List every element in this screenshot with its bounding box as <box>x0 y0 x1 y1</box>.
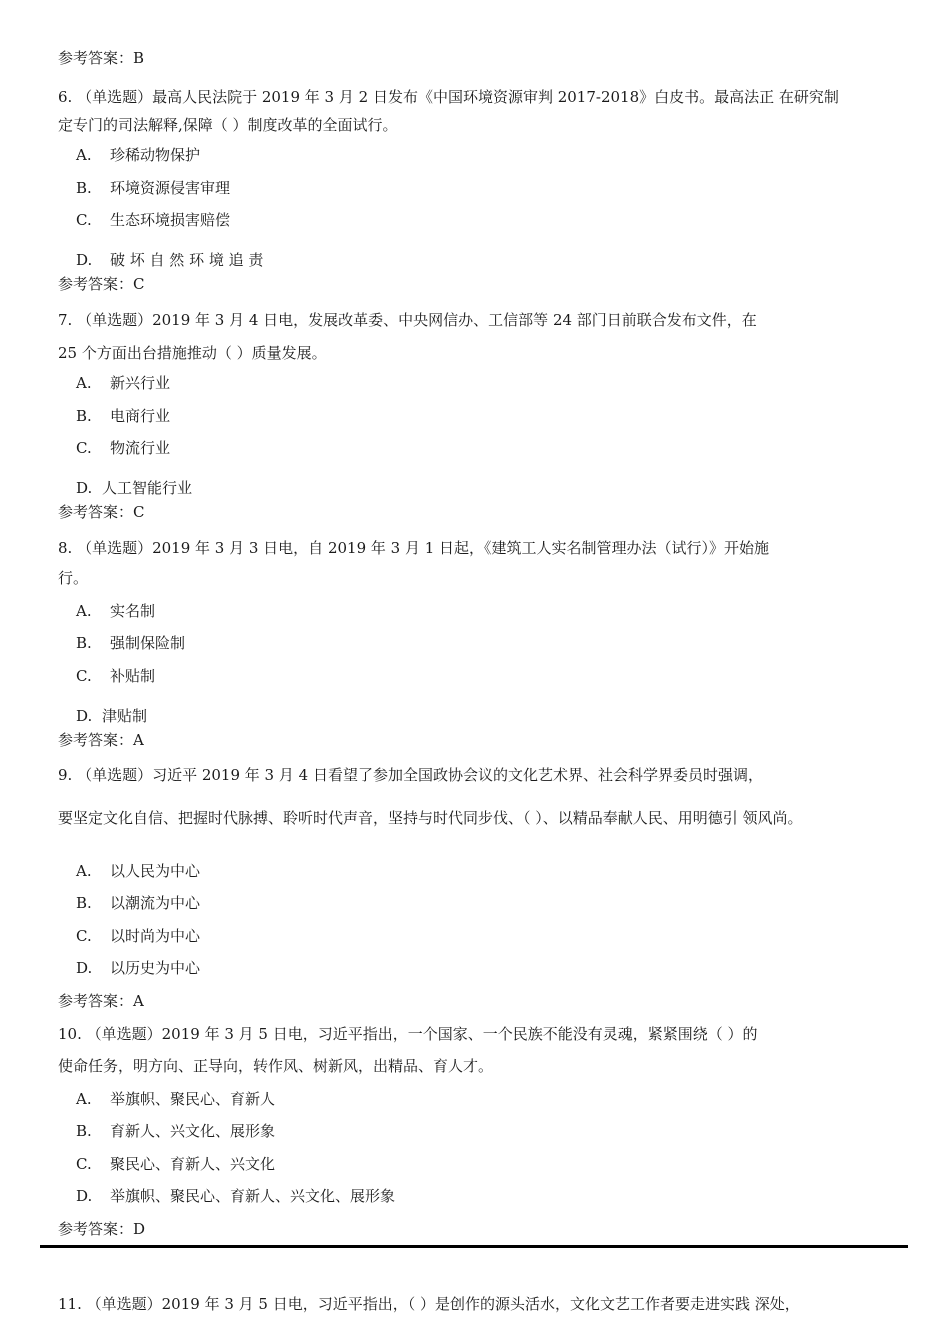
page-divider <box>40 1245 908 1248</box>
option-text: 生态环境损害赔偿 <box>110 211 231 229</box>
option-text: 津贴制 <box>102 707 148 725</box>
answer-q8: 参考答案：A <box>58 731 144 749</box>
option-text: 育新人、兴文化、展形象 <box>110 1122 276 1140</box>
question-6-option-c <box>76 210 230 230</box>
option-text: 聚民心、育新人、兴文化 <box>110 1155 276 1173</box>
question-10-option-a <box>76 1089 275 1109</box>
option-label: C. <box>76 439 92 457</box>
option-text: 补贴制 <box>110 667 156 685</box>
option-label: A. <box>76 602 92 620</box>
option-text: 环境资源侵害审理 <box>110 179 231 197</box>
question-9-line-2: 要坚定文化自信、把握时代脉搏、聆听时代声音，坚持与时代同步伐、（ ）、以精品奉献人民、用明德引 领风尚。 <box>58 809 803 827</box>
option-text: 破 坏 自 然 环 境 追 责 <box>110 251 264 269</box>
question-6-option-b <box>76 178 230 198</box>
option-label: B. <box>76 407 92 425</box>
question-8-line-1: 8. （单选题）2019 年 3 月 3 日电，自 2019 年 3 月 1 日起，《建筑工人实名制管理办法（试行）》开始施 <box>58 539 770 557</box>
question-9-option-b <box>76 893 200 913</box>
option-text: 珍稀动物保护 <box>110 146 201 164</box>
question-9-line-1: 9. （单选题）习近平 2019 年 3 月 4 日看望了参加全国政协会议的文化艺术界、社会科学界委员时强调， <box>58 766 763 784</box>
option-label: D. <box>76 707 93 725</box>
option-text: 举旗帜、聚民心、育新人、兴文化、展形象 <box>110 1187 396 1205</box>
answer-q9: 参考答案：A <box>58 992 144 1010</box>
option-label: D. <box>76 1187 93 1205</box>
question-7-line-1: 7. （单选题）2019 年 3 月 4 日电，发展改革委、中央网信办、工信部等 24 部门日前联合发布文件，在 <box>58 311 757 329</box>
question-7-line-2: 25 个方面出台措施推动（ ）质量发展。 <box>58 344 327 362</box>
option-label: C. <box>76 211 92 229</box>
answer-q10: 参考答案：D <box>58 1220 146 1238</box>
question-7-option-c <box>76 438 170 458</box>
question-7-option-d <box>76 478 192 498</box>
option-text: 强制保险制 <box>110 634 186 652</box>
option-text: 实名制 <box>110 602 156 620</box>
option-text: 举旗帜、聚民心、育新人 <box>110 1090 276 1108</box>
question-6-line-1: 6. （单选题）最高人民法院于 2019 年 3 月 2 日发布《中国环境资源审判 2017-2018》白皮书。最高法正 在研究制 <box>58 88 839 106</box>
question-8-option-d <box>76 706 147 726</box>
option-label: A. <box>76 374 92 392</box>
answer-q6: 参考答案：C <box>58 275 145 293</box>
option-label: B. <box>76 634 92 652</box>
question-10-line-2: 使命任务，明方向、正导向，转作风、树新风，出精品、育人才。 <box>58 1057 494 1075</box>
option-text: 人工智能行业 <box>102 479 193 497</box>
option-text: 电商行业 <box>110 407 171 425</box>
question-9-option-d <box>76 958 200 978</box>
option-label: D. <box>76 479 93 497</box>
question-8-option-b <box>76 633 185 653</box>
question-10-option-d <box>76 1186 395 1206</box>
answer-q7: 参考答案：C <box>58 503 145 521</box>
question-11-line-1: 11. （单选题）2019 年 3 月 5 日电，习近平指出，（ ）是创作的源头活水，文化文艺工作者要走进实践 深处， <box>58 1295 800 1313</box>
option-label: C. <box>76 1155 92 1173</box>
question-10-line-1: 10. （单选题）2019 年 3 月 5 日电，习近平指出，一个国家、一个民族不能没有灵魂，紧紧围绕（ ）的 <box>58 1025 758 1043</box>
question-10-option-b <box>76 1121 275 1141</box>
question-7-option-a <box>76 373 170 393</box>
option-text: 以潮流为中心 <box>110 894 201 912</box>
option-text: 以时尚为中心 <box>110 927 201 945</box>
option-label: D. <box>76 251 93 269</box>
option-label: A. <box>76 1090 92 1108</box>
question-8-line-2: 行。 <box>58 569 89 587</box>
question-6-option-d <box>76 250 263 270</box>
question-7-option-b <box>76 406 170 426</box>
option-text: 物流行业 <box>110 439 171 457</box>
question-9-option-c <box>76 926 200 946</box>
option-text: 新兴行业 <box>110 374 171 392</box>
answer-q5: 参考答案：B <box>58 49 145 67</box>
question-6-option-a <box>76 145 200 165</box>
option-label: D. <box>76 959 93 977</box>
option-text: 以人民为中心 <box>110 862 201 880</box>
question-10-option-c <box>76 1154 275 1174</box>
question-8-option-c <box>76 666 155 686</box>
option-label: C. <box>76 667 92 685</box>
option-label: B. <box>76 1122 92 1140</box>
option-label: B. <box>76 894 92 912</box>
option-text: 以历史为中心 <box>110 959 201 977</box>
option-label: B. <box>76 179 92 197</box>
option-label: C. <box>76 927 92 945</box>
question-9-option-a <box>76 861 200 881</box>
option-label: A. <box>76 862 92 880</box>
question-8-option-a <box>76 601 155 621</box>
option-label: A. <box>76 146 92 164</box>
question-6-line-2: 定专门的司法解释,保障（ ）制度改革的全面试行。 <box>58 116 398 134</box>
